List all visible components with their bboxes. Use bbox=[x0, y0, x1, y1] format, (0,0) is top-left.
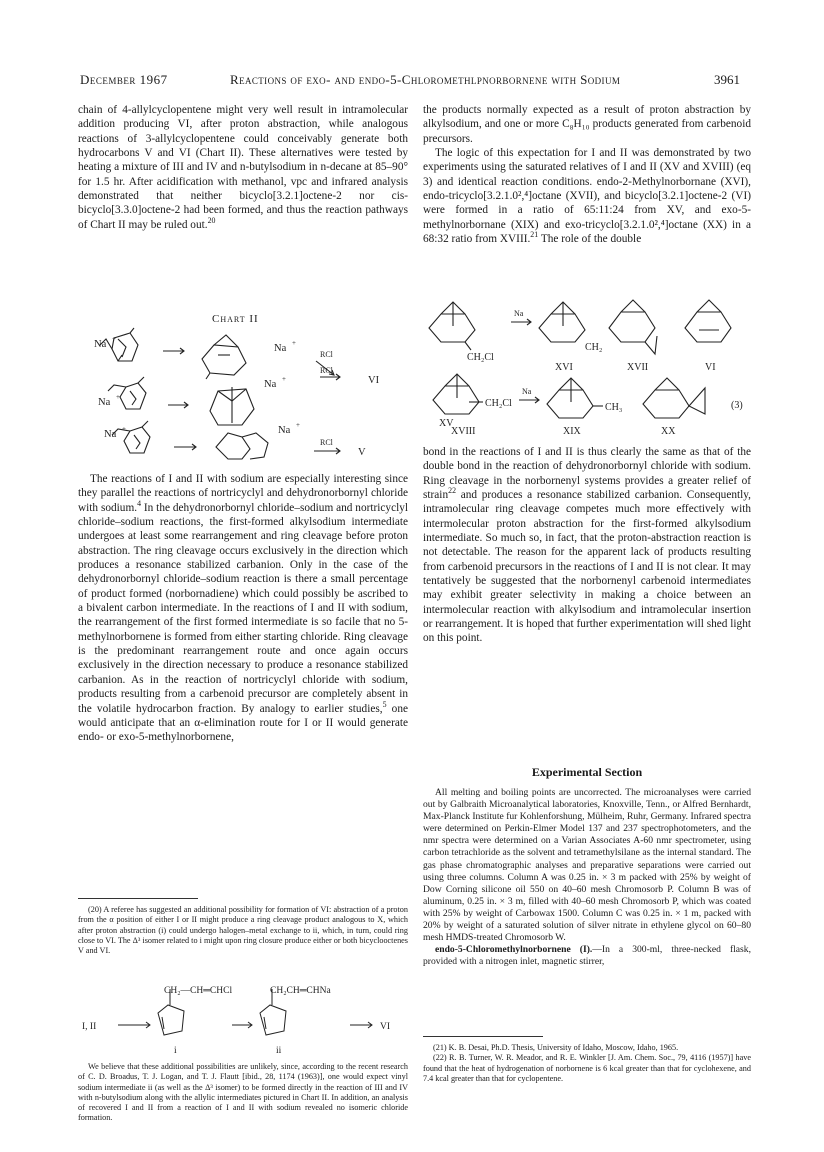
header-title: Reactions of exo- and endo-5-Chloromethlpnorbornene with Sodium bbox=[230, 72, 621, 87]
svg-text:+: + bbox=[122, 425, 126, 433]
equation-number: (3) bbox=[731, 400, 743, 411]
left-column-top bbox=[78, 103, 408, 232]
svg-text:+: + bbox=[116, 393, 120, 401]
svg-text:+: + bbox=[292, 339, 296, 347]
paragraph: The logic of this expectation for I and II was demonstrated by two experiments using the saturated relatives of I and II (XV and XVIII) (eq 3) and identical reaction conditions. endo-2-Methylnorbornane (XVI), endo-tricyclo[3.2.1.0²,⁴]octane (XVII), and bicyclo[3.2.1]octene-2 (VI) were formed in a ratio of 65:11:24 from XV, and exo-5-methylnorbornane (XIX) and exo-tricyclo[3.2.1.0²,⁴]octane (XX) in a 68:32 ratio from XVIII.$^{21}$ The role of the double bbox=[423, 147, 751, 246]
ii-substituent: CH₂CH═CHNa bbox=[270, 986, 331, 996]
na-label: Na bbox=[514, 309, 524, 318]
na-label: Na bbox=[98, 397, 111, 408]
experimental-text bbox=[423, 787, 751, 968]
footnote-text: We believe that these additional possibilities are unlikely, since, according to the recent research of C. D. Broadus, T. J. Logan, and T. J. Flautt [ibid., 28, 1174 (1963)], one would expect vinyl sodium intermediate ii (as well as the Δ³ isomer) to be formed directly in the reaction of III and IV with n-butylsodium along with the allylic intermediates pictured in Chart II. In addition, an analysis of recovered I and II from a reaction of I and II with sodium revealed no isomeric chloride formation. bbox=[78, 1062, 408, 1123]
equation-3 bbox=[423, 284, 753, 438]
footnote-22: (22) R. B. Turner, W. R. Meador, and R. E. Winkler [J. Am. Chem. Soc., 79, 4116 (1957)] have found that the heat of hydrogenation of norbornene is 6 kcal greater than that for cyclohexene, and 7.4 kcal greater than that for cyclopentene. bbox=[423, 1053, 751, 1083]
footnote-text: (20) A referee has suggested an additional possibility for formation of VI: abstraction of a proton from the α position of either I or II might produce a ring cleavage product analogous to X, which after proton abstraction (i) could undergo halogen–metal exchange to ii, which, in turn, could ring close to VI. The Δ³ isomer related to i might upon ring closure produce either or both bicyclooctenes V and VI. bbox=[78, 905, 408, 956]
na-label: Na bbox=[522, 387, 532, 396]
label-vi: VI bbox=[705, 362, 716, 373]
right-column-top bbox=[423, 103, 751, 246]
scheme-start: I, II bbox=[82, 1022, 97, 1032]
footnote-20-cont bbox=[78, 1062, 408, 1124]
paragraph: The reactions of I and II with sodium are especially interesting since they parallel the reactions of nortricyclyl and dehydronorbornyl chloride with sodium.$^4$ In the dehydronorbornyl chloride–sodium and nortricyclyl chloride–sodium reactions, the first-formed alkylsodium intermediate undergoes at least some rearrangement and ring cleavage before proton abstraction. The ring cleavage occurs exclusively in the direction which produces a resonance stabilized carbanion. Only in the case of the dehydronorbornyl chloride–sodium reaction is there a small percentage of product formed (norbornadiene) which could possibly be ascribed to a bivalent carbon intermediate. In the reactions of I and II with sodium, the rearrangement of the first formed intermediate is so facile that no 5-methylnorbornene is formed from either starting chloride. Ring cleavage is the predominant rearrangement route and once again occurs exclusively in the direction necessary to produce a resonance stabilized carbanion. As in the reaction of nortricyclyl chloride with sodium, products resulting from a carbenoid precursor are completely absent in the volatile hydrocarbon fraction. By analogy to earlier studies,$^5$ one would anticipate that an α-elimination route for I or II would generate endo- or exo-5-methylnorbornene, bbox=[78, 473, 409, 744]
na-label: Na bbox=[264, 379, 277, 390]
paragraph: the products normally expected as a result of proton abstraction by alkylsodium, and one or more C₈H₁₀ products generated from carbenoid precursors. bbox=[423, 104, 751, 145]
ch2-label: CH₂ bbox=[585, 342, 603, 353]
svg-text:+: + bbox=[282, 375, 286, 383]
svg-text:+: + bbox=[296, 421, 300, 429]
ch2cl-label: CH₂Cl bbox=[485, 398, 512, 409]
paragraph: chain of 4-allylcyclopentene might very well result in intramolecular addition producing VI, after proton abstraction, while analogous reactions of 3-allylcyclopentene could conceivably generate both hydrocarbons V and VI (Chart II). These alternatives were tested by heating a mixture of III and IV and n-butylsodium in n-decane at 85–90° for 1.5 hr. After acidification with methanol, vpc and infrared analysis demonstrated that neither bicyclo[3.2.1]octene-2 nor cis-bicyclo[3.3.0]octene-2 had been formed, and thus the reaction pathways of Chart II may be ruled out.$^{20}$ bbox=[78, 104, 408, 231]
section-title: Experimental Section bbox=[531, 765, 643, 779]
footnote-scheme bbox=[78, 985, 408, 1057]
intermediate-ii-label: ii bbox=[276, 1046, 282, 1056]
na-label: Na bbox=[104, 429, 117, 440]
paragraph: All melting and boiling points are uncorrected. The microanalyses were carried out by Galbraith Microanalytical laboratories, Knoxville, Tenn., or Alfred Bernhardt, Max-Planck Institute fur Kohlenforshung, Mülheim, Ruhr, Germany. Infrared spectra were determined on Perkin-Elmer Model 137 and 237 spectrophotometers, and the nmr spectra were determined on a Varian Associates A-60 nmr spectrometer, using carbon tetrachloride as the solvent and tetramethylsilane as the internal standard. The gas phase chromatographic analyses and preparative separations were carried out using three columns. Column A was 0.25 in. × 3 m packed with 25% by weight of Dow Corning silicone oil 550 on 40–60 mesh Chromosorb P. Column B was of aluminum, 0.25 in. × 3 m, filled with 40–60 mesh Chromosorb P, which was coated with 25% by weight of Carbowax 1500. Column C was 0.25 in. × 1 m, packed with 20% by weight of a saturated solution of silver nitrate in ethylene glycol on 60–80 mesh HMDS-treated Chromosorb W. bbox=[423, 787, 751, 944]
i-substituent: CH₂—CH═CHCl bbox=[164, 986, 233, 996]
paragraph: bond in the reactions of I and II is thus clearly the same as that of the double bond in the reaction of dehydronorbornyl chloride with sodium. Ring cleavage in the norbornenyl systems provides a greater relief of strain$^{22}$ and produces a resonance stabilized carbanion. Consequently, intramolecular ring cleavage competes much more effectively with intermolecular proton abstraction for the first-formed alkylsodium intermediate. So much so, in fact, that the proton-abstraction reaction is not detectable. The reason for the apparent lack of products resulting from carbenoid precursors in the reactions of I and II is not clear. It may tentatively be suggested that the norbornenyl carbenoid intermediates may exhibit greater selectivity in making a choice between an intermolecular reaction with alkylsodium and intramolecular insertion or rearrangement. It is hoped that further experimentation will shed light on this point. bbox=[423, 446, 751, 645]
label-xvi: XVI bbox=[555, 362, 573, 373]
rcl-label: RCl bbox=[320, 366, 333, 375]
header-date: December 1967 bbox=[80, 72, 168, 87]
footnotes-right bbox=[423, 1036, 751, 1084]
label-xviii: XVIII bbox=[451, 426, 476, 437]
footnote-rule bbox=[423, 1036, 543, 1037]
label-xv: XV bbox=[439, 418, 454, 429]
ch2cl-label: CH₂Cl bbox=[467, 352, 494, 363]
svg-text:+: + bbox=[112, 335, 116, 343]
product-vi: VI bbox=[368, 375, 380, 386]
chart-ii-scheme bbox=[78, 325, 408, 460]
label-xx: XX bbox=[661, 426, 676, 437]
chart-title: Chart II bbox=[212, 313, 259, 325]
footnote-20 bbox=[78, 898, 408, 956]
na-label: Na bbox=[278, 425, 291, 436]
label-xvii: XVII bbox=[627, 362, 649, 373]
product-v: V bbox=[358, 447, 366, 458]
rcl-label: RCl bbox=[320, 350, 333, 359]
paragraph: endo-5-Chloromethylnorbornene (I).—In a 300-ml, three-necked flask, provided with a nitrogen inlet, magnetic stirrer, bbox=[423, 944, 751, 968]
intermediate-i-label: i bbox=[174, 1046, 177, 1056]
footnote-21: (21) K. B. Desai, Ph.D. Thesis, University of Idaho, Moscow, Idaho, 1965. bbox=[433, 1043, 679, 1052]
running-header bbox=[0, 72, 824, 90]
label-xix: XIX bbox=[563, 426, 581, 437]
rcl-label: RCl bbox=[320, 438, 333, 447]
right-column-mid bbox=[423, 445, 751, 646]
ch3-label: CH₃ bbox=[605, 402, 623, 413]
page-number: 3961 bbox=[714, 72, 740, 87]
left-column-mid bbox=[78, 472, 408, 745]
na-label: Na bbox=[274, 343, 287, 354]
footnote-rule bbox=[78, 898, 198, 899]
na-label: Na bbox=[94, 339, 107, 350]
product-vi-label: VI bbox=[380, 1022, 391, 1032]
